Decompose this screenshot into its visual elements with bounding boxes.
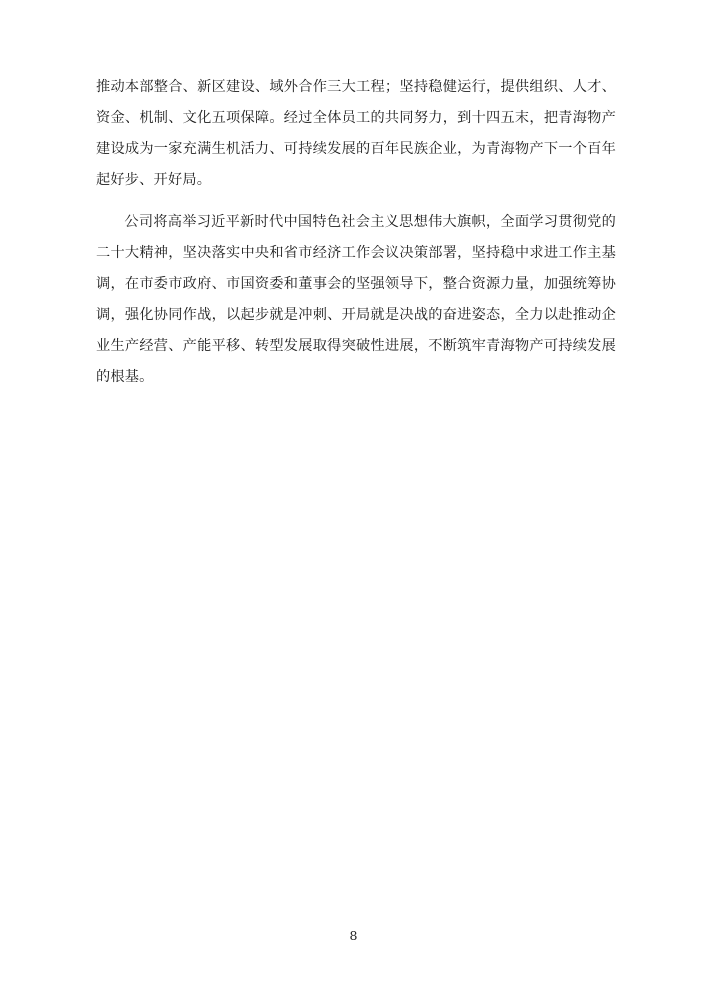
page-body (96, 72, 616, 393)
body-paragraph-2: 公司将高举习近平新时代中国特色社会主义思想伟大旗帜，全面学习贯彻党的二十大精神，坚决落实中央和省市经济工作会议决策部署，坚持稳中求进工作主基调，在市委市政府、市国资委和董事会的坚强领导下，整合资源力量，加强统筹协调，强化协同作战，以起步就是冲刺、开局就是决战的奋进姿态，全力以赴推动企业生产经营、产能平移、转型发展取得突破性进展，不断筑牢青海物产可持续发展的根基。 (96, 214, 616, 385)
page-number: 8 (349, 928, 358, 943)
body-paragraph-1: 推动本部整合、新区建设、域外合作三大工程；坚持稳健运行，提供组织、人才、资金、机制、文化五项保障。经过全体员工的共同努力，到十四五末，把青海物产建设成为一家充满生机活力、可持续发展的百年民族企业，为青海物产下一个百年起好步、开好局。 (96, 79, 616, 188)
